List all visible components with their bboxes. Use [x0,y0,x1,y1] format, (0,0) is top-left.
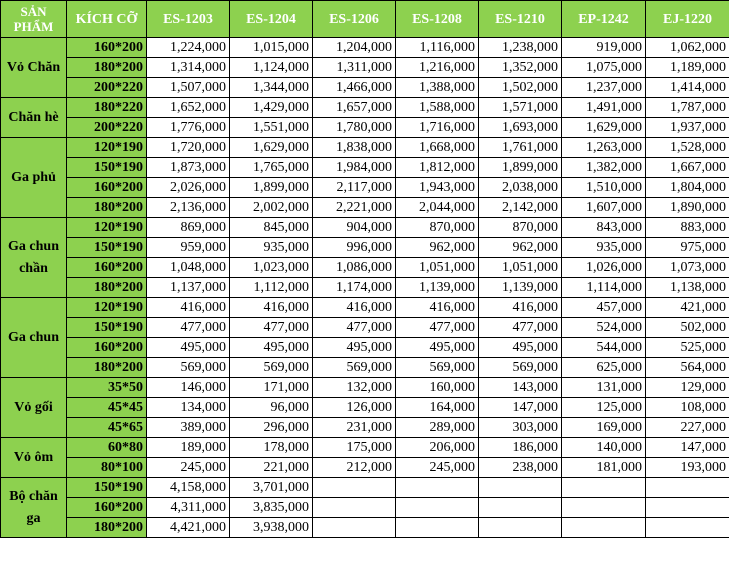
price-cell: 1,629,000 [562,118,646,138]
size-cell: 80*100 [67,458,147,478]
price-cell: 96,000 [230,398,313,418]
price-cell [313,518,396,538]
price-cell: 1,607,000 [562,198,646,218]
size-cell: 45*45 [67,398,147,418]
table-row [1,438,729,458]
price-cell: 108,000 [646,398,729,418]
price-cell: 544,000 [562,338,646,358]
price-cell: 477,000 [396,318,479,338]
price-cell: 1,015,000 [230,38,313,58]
price-cell: 569,000 [396,358,479,378]
price-cell: 1,765,000 [230,158,313,178]
price-cell: 303,000 [479,418,562,438]
price-cell: 1,571,000 [479,98,562,118]
table-row [1,138,729,158]
price-cell: 996,000 [313,238,396,258]
price-cell: 140,000 [562,438,646,458]
price-cell: 502,000 [646,318,729,338]
price-cell: 1,668,000 [396,138,479,158]
price-cell: 1,139,000 [396,278,479,298]
price-cell: 2,038,000 [479,178,562,198]
price-cell: 193,000 [646,458,729,478]
price-cell: 212,000 [313,458,396,478]
price-cell: 160,000 [396,378,479,398]
price-cell: 1,112,000 [230,278,313,298]
price-cell: 416,000 [396,298,479,318]
header-model: ES-1204 [230,1,313,38]
size-cell: 160*200 [67,178,147,198]
price-cell: 147,000 [646,438,729,458]
price-cell [313,498,396,518]
price-cell: 1,780,000 [313,118,396,138]
price-cell: 962,000 [479,238,562,258]
price-cell: 171,000 [230,378,313,398]
table-row [1,298,729,318]
price-cell: 245,000 [396,458,479,478]
price-cell: 525,000 [646,338,729,358]
price-cell: 869,000 [147,218,230,238]
header-model: EJ-1220 [646,1,729,38]
size-cell: 180*220 [67,98,147,118]
table-row [1,358,729,378]
price-cell [396,478,479,498]
size-cell: 120*190 [67,218,147,238]
price-cell: 125,000 [562,398,646,418]
price-cell: 1,237,000 [562,78,646,98]
price-cell: 296,000 [230,418,313,438]
price-cell: 962,000 [396,238,479,258]
size-cell: 35*50 [67,378,147,398]
price-cell: 4,421,000 [147,518,230,538]
price-cell: 4,311,000 [147,498,230,518]
price-cell: 1,314,000 [147,58,230,78]
price-cell: 1,124,000 [230,58,313,78]
price-cell: 416,000 [313,298,396,318]
price-cell [562,498,646,518]
table-row [1,338,729,358]
product-name: Vỏ ôm [1,438,67,478]
size-cell: 180*200 [67,518,147,538]
price-cell: 495,000 [147,338,230,358]
size-cell: 200*220 [67,118,147,138]
price-cell: 1,238,000 [479,38,562,58]
price-cell: 524,000 [562,318,646,338]
table-row [1,118,729,138]
price-cell: 1,657,000 [313,98,396,118]
header-model: ES-1206 [313,1,396,38]
price-cell: 1,086,000 [313,258,396,278]
price-cell: 4,158,000 [147,478,230,498]
size-cell: 150*190 [67,238,147,258]
size-cell: 150*190 [67,318,147,338]
price-cell: 1,899,000 [479,158,562,178]
price-cell: 477,000 [479,318,562,338]
table-body [1,38,729,538]
price-cell: 231,000 [313,418,396,438]
price-cell: 129,000 [646,378,729,398]
price-cell: 1,507,000 [147,78,230,98]
price-cell: 870,000 [479,218,562,238]
price-cell [313,478,396,498]
price-cell [646,518,729,538]
price-cell: 1,216,000 [396,58,479,78]
table-row [1,418,729,438]
price-cell: 935,000 [230,238,313,258]
price-cell: 904,000 [313,218,396,238]
price-cell: 132,000 [313,378,396,398]
price-cell: 3,835,000 [230,498,313,518]
price-cell: 1,138,000 [646,278,729,298]
price-cell: 1,667,000 [646,158,729,178]
price-cell: 2,117,000 [313,178,396,198]
price-cell: 1,804,000 [646,178,729,198]
price-cell: 883,000 [646,218,729,238]
price-cell: 134,000 [147,398,230,418]
price-cell: 1,062,000 [646,38,729,58]
price-cell: 845,000 [230,218,313,238]
price-cell: 1,263,000 [562,138,646,158]
price-cell: 1,551,000 [230,118,313,138]
price-cell: 146,000 [147,378,230,398]
price-cell: 221,000 [230,458,313,478]
price-cell: 1,114,000 [562,278,646,298]
price-cell: 147,000 [479,398,562,418]
table-row [1,38,729,58]
size-cell: 150*190 [67,478,147,498]
price-cell: 1,382,000 [562,158,646,178]
price-cell: 2,142,000 [479,198,562,218]
price-cell [396,498,479,518]
price-cell: 1,984,000 [313,158,396,178]
size-cell: 160*200 [67,498,147,518]
price-cell: 1,890,000 [646,198,729,218]
price-cell: 1,075,000 [562,58,646,78]
price-cell: 457,000 [562,298,646,318]
price-cell: 1,429,000 [230,98,313,118]
size-cell: 180*200 [67,358,147,378]
price-cell: 1,812,000 [396,158,479,178]
price-cell: 1,189,000 [646,58,729,78]
price-cell [479,498,562,518]
product-name: Vỏ gối [1,378,67,438]
price-cell: 131,000 [562,378,646,398]
size-cell: 160*200 [67,338,147,358]
price-cell: 569,000 [147,358,230,378]
header-row [1,1,729,38]
product-name: Vỏ Chăn [1,38,67,98]
price-cell: 564,000 [646,358,729,378]
price-cell: 569,000 [230,358,313,378]
table-row [1,98,729,118]
table-row [1,198,729,218]
price-cell: 206,000 [396,438,479,458]
price-cell: 1,693,000 [479,118,562,138]
price-cell [562,478,646,498]
table-row [1,218,729,238]
header-product: SẢN PHẨM [1,1,67,38]
price-cell: 1,023,000 [230,258,313,278]
price-cell: 477,000 [313,318,396,338]
price-cell: 1,137,000 [147,278,230,298]
table-row [1,78,729,98]
price-cell: 181,000 [562,458,646,478]
price-cell: 1,716,000 [396,118,479,138]
price-cell: 1,073,000 [646,258,729,278]
price-cell: 919,000 [562,38,646,58]
price-cell: 1,139,000 [479,278,562,298]
table-row [1,378,729,398]
product-name: Ga chun chần [1,218,67,298]
price-cell: 495,000 [479,338,562,358]
table-row [1,398,729,418]
price-cell: 1,899,000 [230,178,313,198]
price-cell: 477,000 [147,318,230,338]
price-cell: 126,000 [313,398,396,418]
price-cell: 1,838,000 [313,138,396,158]
table-row [1,498,729,518]
price-cell: 1,311,000 [313,58,396,78]
price-cell [479,478,562,498]
price-cell: 843,000 [562,218,646,238]
price-cell: 2,044,000 [396,198,479,218]
table-row [1,178,729,198]
price-cell: 1,116,000 [396,38,479,58]
price-cell: 421,000 [646,298,729,318]
price-cell: 3,701,000 [230,478,313,498]
price-cell: 935,000 [562,238,646,258]
price-cell: 227,000 [646,418,729,438]
price-cell: 870,000 [396,218,479,238]
price-cell: 1,352,000 [479,58,562,78]
header-model: EP-1242 [562,1,646,38]
price-cell: 1,174,000 [313,278,396,298]
size-cell: 180*200 [67,58,147,78]
price-cell: 1,937,000 [646,118,729,138]
table-row [1,158,729,178]
header-size: KÍCH CỠ [67,1,147,38]
header-model: ES-1208 [396,1,479,38]
table-row [1,258,729,278]
price-cell [396,518,479,538]
price-cell: 1,414,000 [646,78,729,98]
price-cell: 1,204,000 [313,38,396,58]
price-cell: 959,000 [147,238,230,258]
price-cell: 416,000 [230,298,313,318]
product-name: Ga chun [1,298,67,378]
table-row [1,278,729,298]
table-row [1,318,729,338]
price-cell: 289,000 [396,418,479,438]
price-cell: 1,051,000 [479,258,562,278]
price-cell: 2,002,000 [230,198,313,218]
price-cell: 1,510,000 [562,178,646,198]
price-cell: 1,787,000 [646,98,729,118]
price-cell: 1,466,000 [313,78,396,98]
price-cell [479,518,562,538]
price-cell: 569,000 [479,358,562,378]
price-cell: 2,136,000 [147,198,230,218]
size-cell: 200*220 [67,78,147,98]
table-row [1,238,729,258]
size-cell: 120*190 [67,138,147,158]
price-cell: 1,652,000 [147,98,230,118]
price-cell: 1,224,000 [147,38,230,58]
price-cell: 1,873,000 [147,158,230,178]
product-name: Bộ chăn ga [1,478,67,538]
header-model: ES-1203 [147,1,230,38]
price-cell [562,518,646,538]
price-cell: 1,943,000 [396,178,479,198]
price-cell: 186,000 [479,438,562,458]
size-cell: 180*200 [67,198,147,218]
price-cell: 1,588,000 [396,98,479,118]
price-cell: 3,938,000 [230,518,313,538]
price-cell: 1,761,000 [479,138,562,158]
price-cell: 175,000 [313,438,396,458]
table-row [1,58,729,78]
price-cell: 1,051,000 [396,258,479,278]
size-cell: 120*190 [67,298,147,318]
price-cell: 495,000 [396,338,479,358]
table-row [1,478,729,498]
price-cell: 164,000 [396,398,479,418]
product-name: Chăn hè [1,98,67,138]
table-row [1,458,729,478]
header-model: ES-1210 [479,1,562,38]
size-cell: 60*80 [67,438,147,458]
price-cell: 975,000 [646,238,729,258]
size-cell: 45*65 [67,418,147,438]
price-cell [646,498,729,518]
price-cell: 169,000 [562,418,646,438]
price-cell: 1,629,000 [230,138,313,158]
size-cell: 180*200 [67,278,147,298]
price-cell: 1,491,000 [562,98,646,118]
price-cell: 1,528,000 [646,138,729,158]
price-cell: 2,026,000 [147,178,230,198]
price-cell: 238,000 [479,458,562,478]
price-cell: 1,502,000 [479,78,562,98]
price-cell [646,478,729,498]
size-cell: 150*190 [67,158,147,178]
price-cell: 625,000 [562,358,646,378]
price-cell: 1,776,000 [147,118,230,138]
price-cell: 416,000 [479,298,562,318]
price-cell: 1,720,000 [147,138,230,158]
size-cell: 160*200 [67,38,147,58]
price-cell: 1,048,000 [147,258,230,278]
price-cell: 189,000 [147,438,230,458]
price-cell: 245,000 [147,458,230,478]
price-cell: 416,000 [147,298,230,318]
price-cell: 389,000 [147,418,230,438]
price-cell: 2,221,000 [313,198,396,218]
price-cell: 569,000 [313,358,396,378]
table-row [1,518,729,538]
price-cell: 495,000 [230,338,313,358]
price-cell: 1,026,000 [562,258,646,278]
price-cell: 178,000 [230,438,313,458]
price-cell: 1,344,000 [230,78,313,98]
price-cell: 477,000 [230,318,313,338]
price-cell: 495,000 [313,338,396,358]
product-name: Ga phủ [1,138,67,218]
price-cell: 1,388,000 [396,78,479,98]
size-cell: 160*200 [67,258,147,278]
price-cell: 143,000 [479,378,562,398]
